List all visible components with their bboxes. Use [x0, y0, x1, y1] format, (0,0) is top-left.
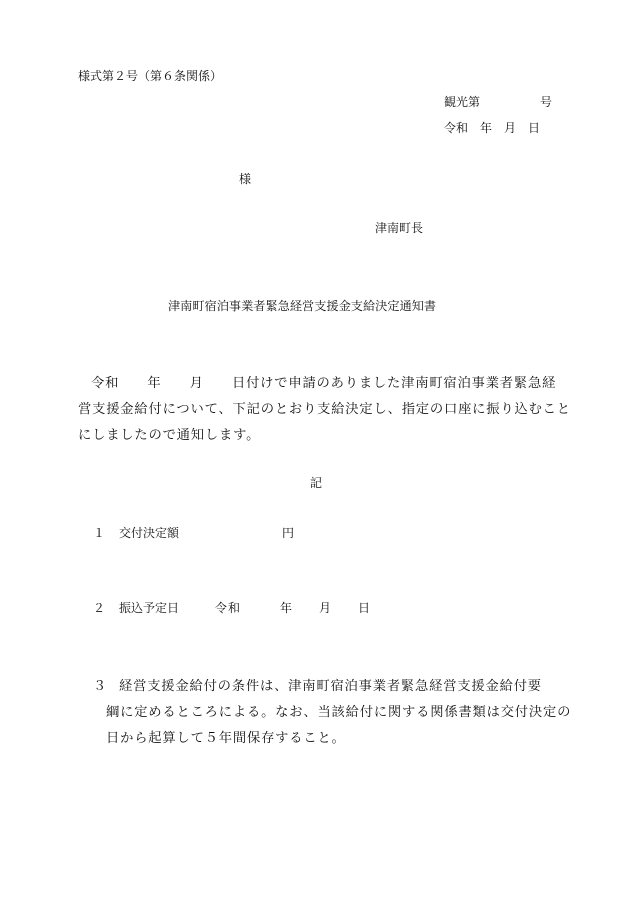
item-3-line-3: 日から起算して５年間保存すること。	[106, 731, 346, 746]
item-3-line-2: 綱に定めるところによる。なお、当該給付に関する関係書類は交付決定の	[106, 705, 572, 720]
addressee-suffix: 様	[239, 172, 252, 186]
item-2-number: ２	[93, 601, 106, 615]
body-line-2: 営支援金給付について、下記のとおり支給決定し、指定の口座に振り込むこと	[78, 402, 571, 417]
item-3-line-1: 経営支援金給付の条件は、津南町宿泊事業者緊急経営支援金給付要	[119, 679, 542, 694]
ki-heading: 記	[310, 476, 323, 490]
document-title: 津南町宿泊事業者緊急経営支援金支給決定通知書	[168, 299, 437, 313]
form-label: 様式第２号（第６条関係）	[78, 69, 223, 83]
body-line-1: 令和 年 月 日付けで申請のありました津南町宿泊事業者緊急経	[91, 376, 557, 391]
item-2-value: 令和 年 月 日	[215, 601, 372, 615]
document-number: 観光第 号	[444, 95, 553, 109]
item-1-label: 交付決定額	[119, 526, 180, 540]
item-2-label: 振込予定日	[119, 601, 180, 615]
item-1-number: １	[93, 526, 106, 540]
body-line-3: にしましたので通知します。	[78, 428, 261, 443]
issue-date: 令和 年 月 日	[444, 121, 541, 135]
item-1-value: 円	[282, 526, 295, 540]
sender-name: 津南町長	[375, 221, 424, 235]
item-3-number: ３	[93, 679, 108, 694]
